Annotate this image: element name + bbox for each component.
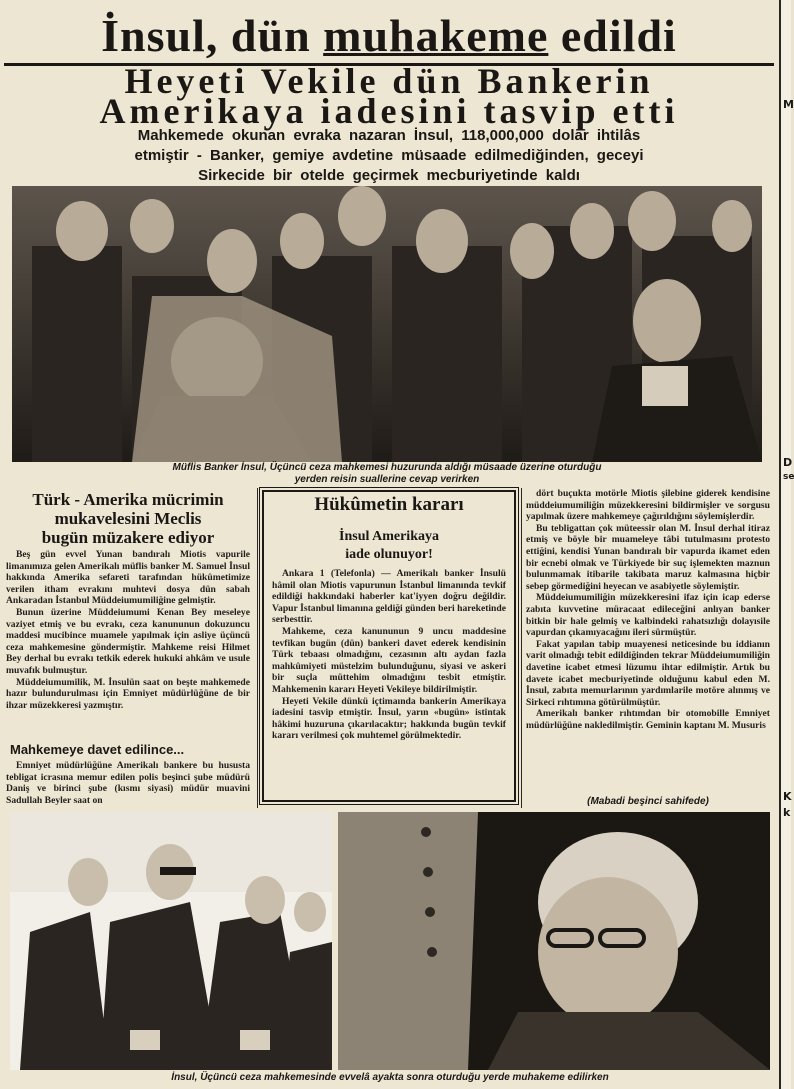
box-title: Hükûmetin kararı [314,494,464,515]
left-article-title-3: bugün müzakere ediyor [41,528,215,547]
secondary-headline-line-1: Heyeti Vekile dün Bankerin [124,61,654,101]
strip-letter-4: K [783,790,792,803]
headline-part-2: muhakeme [323,10,549,61]
left-article-paragraph-2: Bunun üzerine Müddeiumumi Kenan Bey meseleye vaziyet etmiş ve bu evrakı, ceza kanununun dokuzuncu maddesi mucibince muamele yapılmak için asliye üçüncü ceza mahkemesine göndermiştir. Mahkeme reisi Hilmet Bey derhal bu evrakı tetkik ederek hukuki ahkâm ve usule muvafık bulmuştur. [6,606,250,676]
top-photo-caption-line-2: yerden reisin suallerine cevap verirken [294,474,480,485]
column-divider-2 [521,488,522,808]
column-divider-1 [257,488,258,808]
left-article-paragraph-end: Emniyet müdürlüğüne Amerikalı bankere bu hususta tebligat icrasına memur edilen polis beşinci şube müdürü Daniş ve birinci şube (kısmı siyasi) müdür muavini Sadullah Beyler saat on [6,760,250,806]
secondary-headline-line-2: Amerikaya iadesini tasvip etti [99,91,679,131]
left-article-paragraph-3: Müddeiumumilik, M. İnsulün saat on beşte mahkemede hazır bulundurulması için Emniyet müdürlüğüne de bir ihzar müzekkeresi yazmıştır. [6,676,250,711]
right-article-paragraph-5: Amerikalı banker rıhtımdan bir otomobille Emniyet müdürlüğüne nakledilmiştir. Geminin kaptanı M. Musuris [526,708,770,731]
strip-letter-3: se [783,472,794,482]
top-photo-caption-line-1: Müflis Banker İnsul, Üçüncü ceza mahkemesi huzurunda aldığı müsaade üzerine oturduğu [172,462,602,473]
subheadline-line-1: Mahkemede okunan evraka nazaran İnsul, 118,000,000 dolar ihtilâs [137,127,641,144]
headline-part-1: İnsul, dün [101,10,311,61]
left-article-body [6,549,250,715]
court-scene-illustration [12,186,762,462]
right-article-paragraph-3: Müddeiumumiliğin müzekkeresini ifaz için icap ederse zabıta kuvvetine müracaat edileceğini anlıyan banker bitkin bir hale gelmiş ve kalbindeki rahatsızlığı dolayısile vapurdan çıkamıyacağını ileri sürmüştür. [526,592,770,639]
bottom-photo-caption: İnsul, Üçüncü ceza mahkemesinde evvelâ ayakta sonra oturduğu yerde muhakeme edilirken [171,1072,609,1083]
continued-note: (Mabadi beşinci sahifede) [587,796,709,807]
box-body [272,568,506,798]
left-article-body-end [6,760,250,808]
government-decision-box [262,490,516,802]
left-article-paragraph-1: Beş gün evvel Yunan bandıralı Miotis vapurile limanımıza gelen Amerikalı müflis banker M. Samuel İnsul hakkında Amerika sefareti tarafından hükûmetimize verilen itham evrakını muhtevi dosya dün sabah Ankaradan İstanbul Müddeiumumiliğine gelmiştir. [6,549,250,607]
box-paragraph-3: Heyeti Vekile dünkü içtimaında bankerin Amerikaya iadesini tasvip etmiştir. İnsul, yarın «bugün» istintak hâkimi huzuruna çıkarılacaktır; hakkında bugün tevkif kararı verilmesi çok muhtemel görülmektedir. [272,695,506,742]
strip-letter-5: k [783,806,791,819]
right-article-body [526,488,770,804]
subheadline-line-3: Sirkecide bir otelde geçirmek mecburiyetinde kaldı [198,167,580,184]
bottom-right-photo [338,812,770,1070]
right-article-paragraph-4: Fakat yapılan tabip muayenesi neticesinde bu iddianın varit olmadığı tebit edildiğinden tekrar Müddeiumumiliğin davetine icabet etmesi lüzumu ihtar edilmiştir. Artık bu davete icabet mecburiyetinde olduğunu kabul eden M. İnsul, zabıta memurlarının yardımlarile motöre alınmış ve Sirkeci rıhtımına götürülmüştür. [526,638,770,708]
strip-letter-2: D [783,456,793,469]
left-article-title-2: mukavelesini Meclis [54,509,202,528]
subheadline-line-2: etmiştir - Banker, gemiye avdetine müsaade edilmediğinden, geceyi [134,147,644,164]
seated-defendant-closeup [338,812,770,1070]
bottom-left-photo [10,812,332,1070]
left-article-subtitle: Mahkemeye davet edilince... [10,742,185,757]
box-subtitle-2: iade olunuyor! [345,547,433,562]
headline-part-3: edildi [560,10,677,61]
box-paragraph-2: Mahkeme, ceza kanununun 9 uncu maddesine tevfikan bugün (dün) bankeri davet ederek kendisinin Türk tebaası olmadığını, cezasının altı aydan fazla mahkûmiyeti müstelzim bulunduğunu, siyasi ve askeri bir suçla müttehim olmadığını tesbit etmiştir. Mahkemenin kararı Heyeti Vekileye bildirilmiştir. [272,625,506,695]
box-subtitle-1: İnsul Amerikaya [339,529,439,544]
top-court-photo [12,186,762,462]
left-article-title-1: Türk - Amerika mücrimin [32,490,224,509]
standing-defendant-illustration [10,812,332,1070]
box-paragraph-1: Ankara 1 (Telefonla) — Amerikalı banker İnsulü hâmil olan Miotis vapurunun İstanbul limanında tevkif edildiği hakkındaki haberler kat'iyyen doğru değildir. Vapur İstanbul limanına geldiği günden beri hareketinde serbesttir. [272,568,506,626]
adjacent-page-strip [779,0,794,1089]
main-headline [4,10,774,62]
right-article-paragraph-1: dört buçukta motörle Miotis şilebine giderek kendisine müddeiumumiliğin müzekkeresini bildirmişler ve sorgusu yapılmak üzere mahkemeye çağırıldığını söylemişlerdir. [526,488,770,523]
strip-letter-1: M [783,98,794,111]
right-article-paragraph-2: Bu tebligattan çok müteessir olan M. İnsul derhal itiraz etmiş ve böyle bir muameleye tâbi tutulmasını protesto ettiğini, kendisi Yunan bandıralı bir vapurda ikamet eden bir ecnebi olmak ve Türkiyede bir suç işlemekten maznun bulunmamak itibarile takibata maruz kalmasına hiçbir sebep görmediğini heyecan ve asabiyetle söylemiştir. [526,522,770,592]
